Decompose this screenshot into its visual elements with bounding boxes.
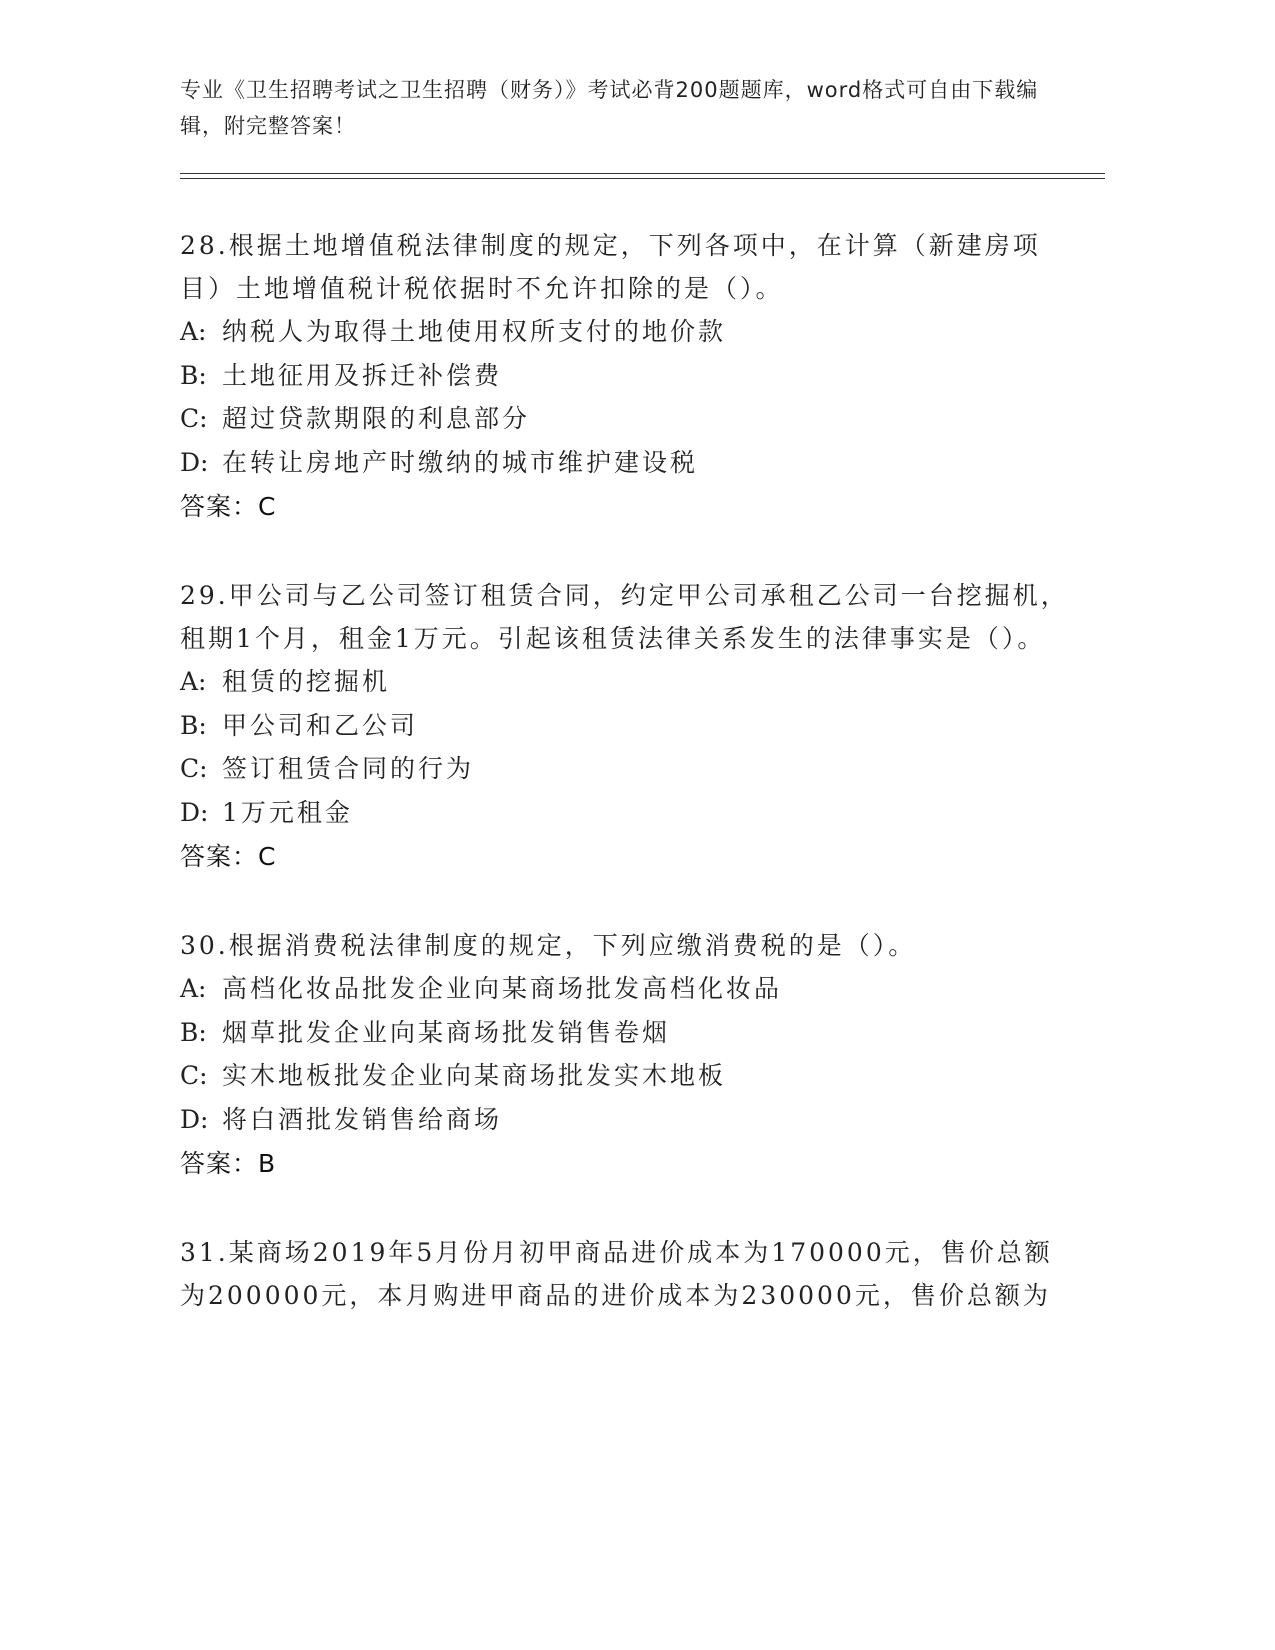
option-text: 烟草批发企业向某商场批发销售卷烟 (222, 1017, 671, 1047)
option-text: 签订租赁合同的行为 (222, 754, 475, 783)
option-letter: C: (180, 754, 208, 783)
option-a (180, 967, 1080, 1011)
answer-line: 答案：B (180, 1149, 277, 1178)
answer-line: 答案：C (180, 492, 277, 521)
option-text: 高档化妆品批发企业向某商场批发高档化妆品 (222, 974, 783, 1003)
option-letter: A: (180, 317, 207, 346)
option-text: 将白酒批发销售给商场 (222, 1104, 503, 1134)
header-divider-top (180, 173, 1105, 174)
option-letter: D: (180, 447, 209, 477)
option-text: 1万元租金 (222, 797, 353, 827)
option-b (180, 1011, 1080, 1055)
option-a (180, 660, 1080, 704)
option-d (180, 791, 1080, 835)
option-letter: C: (180, 404, 208, 433)
question-29 (180, 574, 1080, 880)
option-letter: B: (180, 360, 207, 390)
option-d (180, 1098, 1080, 1142)
document-header (180, 72, 1060, 144)
option-text: 实木地板批发企业向某商场批发实木地板 (222, 1061, 727, 1090)
option-letter: D: (180, 797, 209, 827)
option-text: 超过贷款期限的利息部分 (222, 404, 531, 433)
question-text: 31.某商场2019年5月份月初甲商品进价成本为170000元，售价总额为200000元，本月购进甲商品的进价成本为230000元，售价总额为 (180, 1238, 1053, 1310)
option-a (180, 310, 1080, 354)
option-letter: B: (180, 1017, 207, 1047)
question-list (180, 224, 1080, 1361)
option-letter: B: (180, 710, 207, 740)
option-letter: D: (180, 1104, 209, 1134)
question-text: 29.甲公司与乙公司签订租赁合同，约定甲公司承租乙公司一台挖掘机，租期1个月，租金1万元。引起该租赁法律关系发生的法律事实是（）。 (180, 581, 1069, 653)
option-text: 租赁的挖掘机 (222, 667, 391, 696)
option-text: 纳税人为取得土地使用权所支付的地价款 (222, 317, 727, 346)
option-letter: A: (180, 974, 207, 1003)
option-c (180, 747, 1080, 791)
option-b (180, 704, 1080, 748)
option-text: 土地征用及拆迁补偿费 (222, 360, 503, 390)
answer-line: 答案：C (180, 842, 277, 871)
header-divider-bottom (180, 178, 1105, 179)
question-31 (180, 1231, 1080, 1317)
option-d (180, 441, 1080, 485)
option-c (180, 1054, 1080, 1098)
question-text: 28.根据土地增值税法律制度的规定，下列各项中，在计算（新建房项目）土地增值税计税依据时不允许扣除的是（）。 (180, 231, 1041, 303)
question-text: 30.根据消费税法律制度的规定，下列应缴消费税的是（）。 (180, 931, 917, 960)
option-b (180, 354, 1080, 398)
option-letter: A: (180, 667, 207, 696)
option-letter: C: (180, 1061, 208, 1090)
option-c (180, 397, 1080, 441)
header-text: 专业《卫生招聘考试之卫生招聘（财务）》考试必背200题题库，word格式可自由下载编辑，附完整答案！ (180, 78, 1039, 138)
option-text: 甲公司和乙公司 (222, 710, 419, 740)
question-30 (180, 924, 1080, 1187)
option-text: 在转让房地产时缴纳的城市维护建设税 (222, 447, 699, 477)
question-28 (180, 224, 1080, 530)
